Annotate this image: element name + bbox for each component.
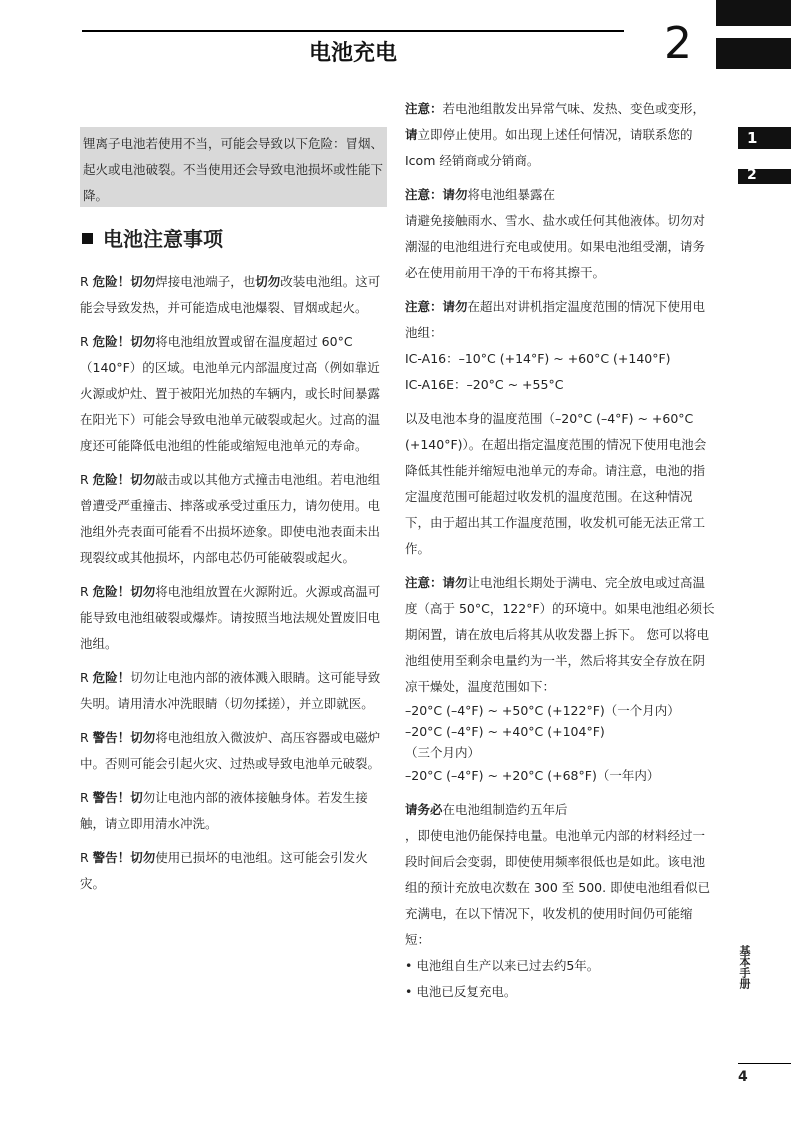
corner-block-top [716, 0, 791, 26]
note-text: 以及电池本身的温度范围（–20°C (–4°F) ~ +60°C (+140°F)）。在超出指定温度范围的情况下使用电池会降低其性能并缩短电池单元的寿命。请注意，电池的指定温度范围可能超过收发机的温度范围。在这种情况下，由于超出其工作温度范围，收发机可能无法正常工作。 [405, 411, 707, 556]
model-range: IC-A16E：–20°C ~ +55°C [405, 377, 564, 392]
page-number: 4 [738, 1069, 748, 1085]
warning-text: 锂离子电池若使用不当，可能会导致以下危险：冒烟、起火或电池破裂。不当使用还会导致电池损坏或性能下降。 [83, 136, 384, 203]
caution-item: R 警告！切勿让电池内部的液体接触身体。若发生接触，请立即用清水冲洗。 [80, 790, 368, 831]
caution-item: R 警告！切勿将电池组放入微波炉、高压容器或电磁炉中。否则可能会引起火灾、过热或导致电池单元破裂。 [80, 730, 381, 771]
section-heading: 电池注意事项 [82, 223, 223, 252]
caution-item: R 危险！切勿将电池组放置或留在温度超过 60°C（140°F）的区域。电池单元内部温度过高（例如靠近火源或炉灶、置于被阳光加热的车辆内，或长时间暴露在阳光下）可能会导致电池单元破裂或起火。过高的温度还可能降低电池组的性能或缩短电池单元的寿命。 [80, 334, 381, 453]
chapter-tab-2[interactable]: 2 [738, 169, 791, 184]
caution-item: R 危险！切勿将电池组放置在火源附近。火源或高温可能导致电池组破裂或爆炸。请按照当地法规处置废旧电池组。 [80, 584, 381, 651]
caution-item: R 危险！切勿让电池内部的液体溅入眼睛。这可能导致失明。请用清水冲洗眼睛（切勿揉搓），并立即就医。 [80, 670, 381, 711]
bullet-item: • 电池组自生产以来已过去约5年。 [405, 958, 600, 973]
note-item: 注意：请勿在超出对讲机指定温度范围的情况下使用电池组： [405, 299, 706, 340]
caution-item: R 警告！切勿使用已损坏的电池组。这可能会引发火灾。 [80, 850, 368, 891]
caution-item: R 危险！切勿敲击或以其他方式撞击电池组。若电池组曾遭受严重撞击、摔落或承受过重压力，请勿使用。电池组外壳表面可能看不出损坏迹象。即使电池表面未出现裂纹或其他损坏，内部电芯仍可能破裂或起火。 [80, 472, 381, 565]
chapter-tab-1[interactable]: 1 [738, 127, 791, 149]
storage-range: –20°C (–4°F) ~ +50°C (+122°F)（一个月内） [405, 703, 680, 718]
page-title: 电池充电 [308, 41, 397, 66]
bullet-item: • 电池已反复充电。 [405, 984, 517, 999]
note-item: 请务必在电池组制造约五年后 ，即使电池仍能保持电量。电池单元内部的材料经过一段时间后会变弱，即使使用频率很低也是如此。该电池组的预计充放电次数在 300 至 500. 即使电池组看似已充满电，在以下情况下，收发机的使用时间仍可能缩短： [405, 802, 711, 947]
caution-item: R 危险！切勿焊接电池端子，也切勿改装电池组。这可能会导致发热，并可能造成电池爆裂、冒烟或起火。 [80, 274, 381, 315]
note-item: 注意：请勿将电池组暴露在 请避免接触雨水、雪水、盐水或任何其他液体。切勿对潮湿的电池组进行充电或使用。如果电池组受潮，请务必在使用前用干净的干布将其擦干。 [405, 187, 706, 280]
storage-range: –20°C (–4°F) ~ +40°C (+104°F) [405, 724, 605, 739]
model-range: IC-A16：–10°C (+14°F) ~ +60°C (+140°F) [405, 351, 671, 366]
right-column [405, 96, 715, 1005]
header-rule [82, 30, 624, 32]
storage-range: –20°C (–4°F) ~ +20°C (+68°F)（一年内） [405, 768, 660, 783]
left-column [80, 269, 390, 905]
chapter-number: 2 [664, 18, 692, 69]
side-label: 基本手册 [738, 945, 751, 989]
storage-range: （三个月内） [405, 745, 481, 760]
note-item: 注意：若电池组散发出异常气味、发热、变色或变形，请立即停止使用。如出现上述任何情况，请联系您的 Icom 经销商或分销商。 [405, 101, 706, 168]
corner-block-mid [716, 38, 791, 69]
footer-rule [738, 1063, 791, 1064]
square-bullet-icon [82, 233, 93, 244]
note-item: 注意：请勿让电池组长期处于满电、完全放电或过高温度（高于 50°C，122°F）的环境中。如果电池组必须长期闲置，请在放电后将其从收发器上拆下。 您可以将电池组使用至剩余电量约为一半，然后将其安全存放在阴凉干燥处，温度范围如下： [405, 575, 715, 694]
